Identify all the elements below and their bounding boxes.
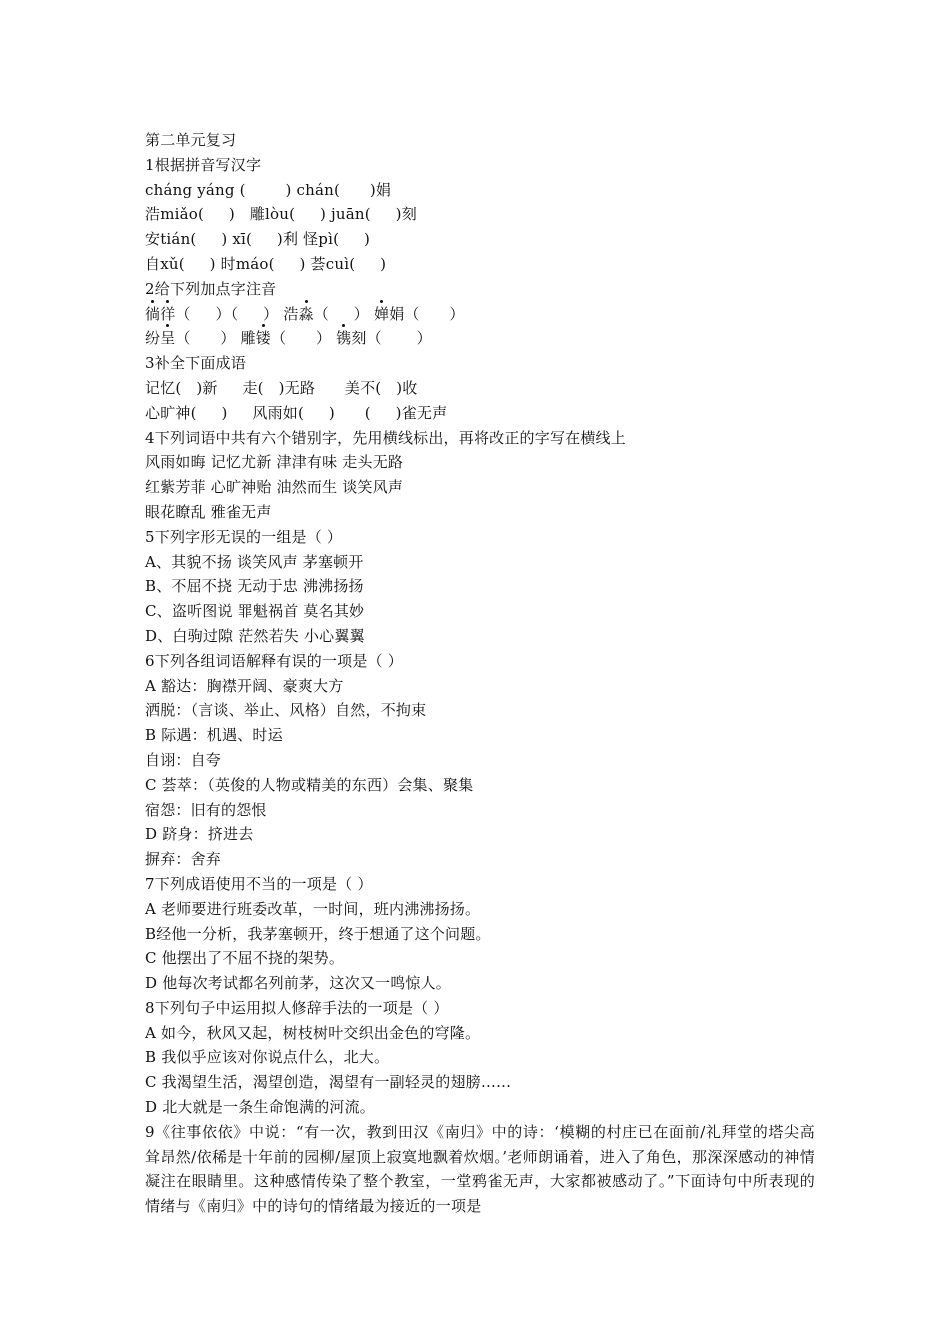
answer-blank: （ ） — [313, 304, 370, 323]
answer-blank: （ ）（ ） — [175, 304, 279, 323]
worksheet-content — [145, 128, 815, 1219]
q6-line: B 际遇：机遇、时运 — [145, 726, 283, 745]
dotted-char: 徉 — [160, 304, 176, 323]
dotted-char: 婵 — [373, 304, 390, 323]
q8-heading: 8下列句子中运用拟人修辞手法的一项是（ ） — [145, 998, 449, 1017]
q6-line: 自诩：自夸 — [145, 750, 222, 769]
q4-line: 眼花瞭乱 雅雀无声 — [145, 502, 272, 521]
dotted-char: 镂 — [255, 329, 271, 348]
q2-line — [145, 326, 815, 351]
q7-option: B经他一分析，我茅塞顿开，终于想通了这个问题。 — [145, 924, 491, 943]
q5-heading: 5下列字形无误的一组是（ ） — [145, 527, 343, 546]
q7-heading: 7下列成语使用不当的一项是（ ） — [145, 874, 373, 893]
plain-char: 浩 — [283, 304, 299, 323]
q6-line: D 跻身：挤进去 — [145, 825, 254, 844]
q9-paragraph: 9《往事依依》中说：“有一次，教到田汉《南归》中的诗：‘模糊的村庄已在面前/礼拜堂的塔尖高耸昂然/依稀是十年前的园柳/屋顶上寂寞地飘着炊烟。’老师朗诵着，进入了角色，那深深感动的神情凝注在眼睛里。这种感情传染了整个教室，一堂鸦雀无声，大家都被感动了。”下面诗句中所表现的情绪与《南归》中的诗句的情绪最为接近的一项是 — [145, 1122, 815, 1216]
q8-option: A 如今，秋风又起，树枝树叶交织出金色的穹隆。 — [145, 1023, 481, 1042]
q6-line: 宿怨：旧有的怨恨 — [145, 800, 267, 819]
q1-line: cháng yáng ( ) chán( )娟 — [145, 180, 392, 199]
dotted-char: 呈 — [160, 329, 176, 348]
q7-option: A 老师要进行班委改革，一时间，班内沸沸扬扬。 — [145, 899, 481, 918]
q8-option: D 北大就是一条生命饱满的河流。 — [145, 1098, 375, 1117]
q3-line: 心旷神( ) 风雨如( ) ( )雀无声 — [145, 403, 448, 422]
dotted-char: 淼 — [298, 304, 314, 323]
q2-heading: 2给下列加点字注音 — [145, 279, 277, 298]
q3-heading: 3补全下面成语 — [145, 354, 246, 373]
dotted-char: 镌 — [336, 329, 352, 348]
q4-line: 红紫芳菲 心旷神贻 油然而生 谈笑风声 — [145, 478, 404, 497]
q6-line: C 荟萃：（英俊的人物或精美的东西）会集、聚集 — [145, 775, 474, 794]
q6-heading: 6下列各组词语解释有误的一项是（ ） — [145, 651, 403, 670]
q1-line: 浩miǎo( ) 雕lòu( ) juān( )刻 — [145, 205, 417, 224]
q5-option: B、不屈不挠 无动于忠 沸沸扬扬 — [145, 577, 364, 596]
q6-line: 摒弃：舍弃 — [145, 850, 222, 869]
plain-char: 雕 — [240, 329, 256, 348]
q5-option: D、白驹过隙 茫然若失 小心翼翼 — [145, 626, 365, 645]
q1-heading: 1根据拼音写汉字 — [145, 155, 262, 174]
answer-blank: （ ） — [271, 329, 332, 348]
q6-line: A 豁达：胸襟开阔、豪爽大方 — [145, 676, 344, 695]
q5-option: C、盗听图说 罪魁祸首 莫名其妙 — [145, 602, 365, 621]
q5-option: A、其貌不扬 谈笑风声 茅塞顿开 — [145, 552, 364, 571]
q2-line — [145, 302, 815, 327]
plain-char: 娟 — [389, 304, 405, 323]
q1-line: 安tián( ) xī( )利 怪pì( ) — [145, 230, 371, 249]
plain-char: 刻 — [351, 329, 367, 348]
q6-line: 洒脱：（言谈、举止、风格）自然，不拘束 — [145, 701, 427, 720]
q4-heading: 4下列词语中共有六个错别字，先用横线标出，再将改正的字写在横线上 — [145, 428, 626, 447]
answer-blank: （ ） — [175, 329, 236, 348]
answer-blank: （ ） — [404, 304, 465, 323]
q7-option: C 他摆出了不屈不挠的架势。 — [145, 949, 345, 968]
answer-blank: （ ） — [366, 329, 432, 348]
q8-option: C 我渴望生活，渴望创造，渴望有一副轻灵的翅膀…… — [145, 1073, 512, 1092]
q3-line: 记忆( )新 走( )无路 美不( )收 — [145, 378, 418, 397]
q8-option: B 我似乎应该对你说点什么，北大。 — [145, 1048, 390, 1067]
q1-line: 自xǔ( ) 时máo( ) 荟cuì( ) — [145, 254, 387, 273]
q4-line: 风雨如晦 记忆尤新 津津有味 走头无路 — [145, 453, 404, 472]
q7-option: D 他每次考试都名列前茅，这次又一鸣惊人。 — [145, 974, 451, 993]
page-title: 第二单元复习 — [145, 131, 237, 149]
dotted-char: 徜 — [145, 304, 161, 323]
plain-char: 纷 — [145, 329, 161, 348]
